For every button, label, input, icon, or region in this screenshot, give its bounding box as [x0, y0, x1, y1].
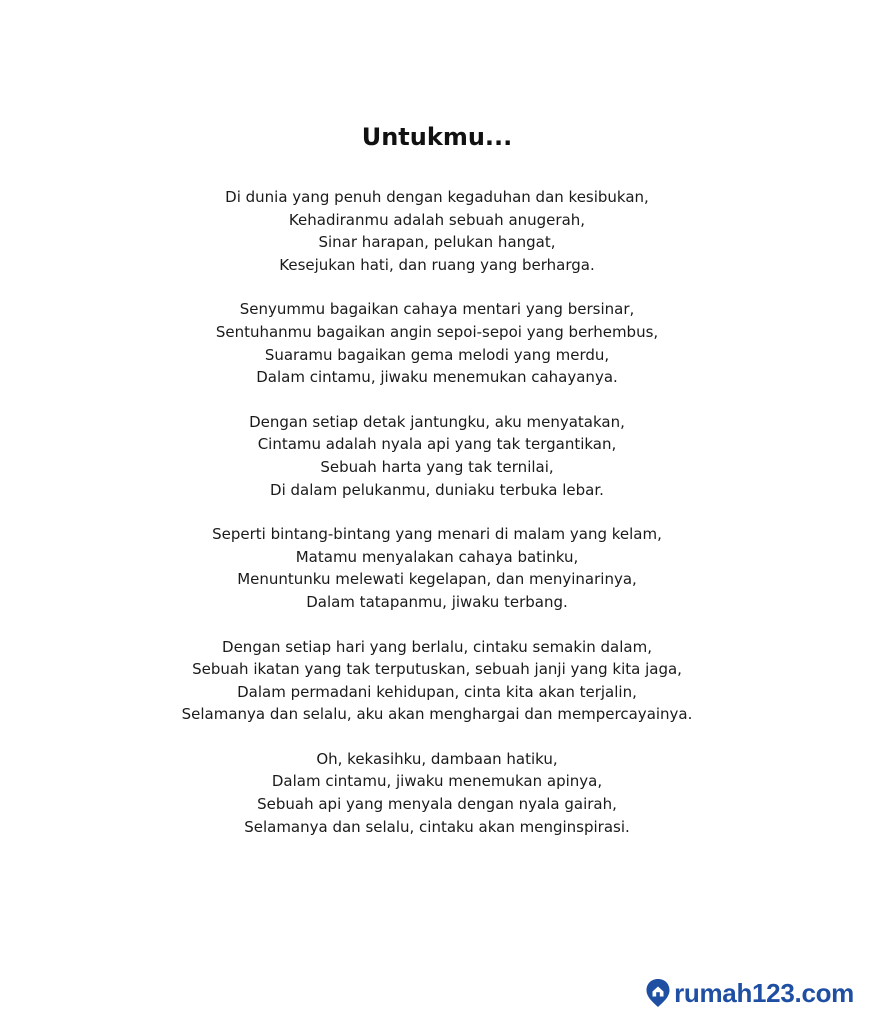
stanza-2 — [0, 298, 874, 388]
poem-line: Oh, kekasihku, dambaan hatiku, — [316, 749, 558, 768]
stanza-5 — [0, 636, 874, 726]
poem-line: Dengan setiap detak jantungku, aku menyatakan, — [249, 412, 625, 431]
poem-line: Sebuah ikatan yang tak terputuskan, sebuah janji yang kita jaga, — [192, 660, 682, 679]
stanza-3 — [0, 411, 874, 501]
poem-line: Dalam tatapanmu, jiwaku terbang. — [306, 592, 568, 611]
poem-line: Dalam cintamu, jiwaku menemukan cahayanya. — [256, 368, 618, 387]
poem-line: Dengan setiap hari yang berlalu, cintaku semakin dalam, — [222, 637, 652, 656]
brand-name-main: rumah123 — [674, 978, 795, 1008]
poem-line: Selamanya dan selalu, aku akan menghargai dan mempercayainya. — [181, 705, 693, 724]
poem-line: Dalam cintamu, jiwaku menemukan apinya, — [271, 772, 603, 791]
poem-title: Untukmu... — [361, 123, 513, 151]
poem-line: Sebuah api yang menyala dengan nyala gairah, — [257, 795, 617, 814]
poem-line: Sebuah harta yang tak ternilai, — [320, 457, 554, 476]
poem-line: Kesejukan hati, dan ruang yang berharga. — [279, 255, 595, 274]
stanza-4 — [0, 523, 874, 613]
poem-line: Menuntunku melewati kegelapan, dan menyinarinya, — [237, 570, 637, 589]
poem-body — [0, 186, 874, 860]
brand-name — [674, 976, 854, 1010]
poem-line: Dalam permadani kehidupan, cinta kita akan terjalin, — [237, 682, 637, 701]
poem-line: Seperti bintang-bintang yang menari di malam yang kelam, — [212, 525, 662, 544]
stanza-6 — [0, 748, 874, 838]
poem-line: Senyummu bagaikan cahaya mentari yang bersinar, — [239, 300, 635, 319]
stanza-1 — [0, 186, 874, 276]
poem-line: Cintamu adalah nyala api yang tak tergantikan, — [257, 435, 617, 454]
poem-line: Suaramu bagaikan gema melodi yang merdu, — [264, 345, 610, 364]
poem-line: Selamanya dan selalu, cintaku akan menginspirasi. — [244, 817, 630, 836]
poem-line: Sentuhanmu bagaikan angin sepoi-sepoi yang berhembus, — [215, 322, 659, 341]
poem-line: Di dalam pelukanmu, duniaku terbuka lebar. — [270, 480, 604, 499]
poem-line: Kehadiranmu adalah sebuah anugerah, — [288, 210, 586, 229]
brand-name-domain: .com — [794, 978, 854, 1008]
poem-line: Sinar harapan, pelukan hangat, — [318, 233, 556, 252]
poem-line: Matamu menyalakan cahaya batinku, — [295, 547, 579, 566]
brand-logo — [645, 976, 854, 1010]
location-pin-icon — [645, 978, 671, 1008]
poem-line: Di dunia yang penuh dengan kegaduhan dan kesibukan, — [225, 188, 649, 206]
